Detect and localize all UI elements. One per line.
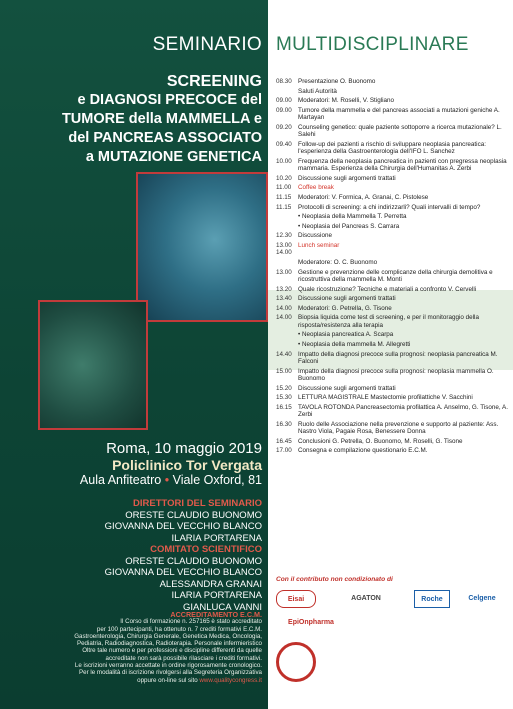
program-time: 09.00 <box>276 106 292 114</box>
program-item: Gestione e prevenzione delle complicanze della chirurgia demolitiva e ricostruttiva della mammella M. Monti <box>298 268 493 283</box>
comitato-name: ORESTE CLAUDIO BUONOMO <box>125 555 262 567</box>
program-time: 11.15 <box>276 203 292 211</box>
sponsor-logos <box>276 588 508 636</box>
comitato-name: ILARIA PORTARENA <box>171 590 262 601</box>
program-row <box>276 286 508 293</box>
comitato-name: GIANLUCA VANNI <box>182 601 262 613</box>
program-time: 14.00 <box>276 304 292 312</box>
quality-congress-logo <box>276 642 316 682</box>
direttore-name: ILARIA PORTARENA <box>171 532 262 544</box>
program-row <box>276 351 508 366</box>
program-time: 12.30 <box>276 232 292 240</box>
direttore-name: GIOVANNA DEL VECCHIO BLANCO <box>104 521 262 532</box>
program-row <box>276 88 508 95</box>
epionpharma-logo: EpiOnpharma <box>288 618 334 626</box>
accreditation-block <box>10 611 262 684</box>
program-row <box>276 394 508 401</box>
pancreas-illustration <box>38 300 148 430</box>
direttore-name: ORESTE CLAUDIO BUONOMO <box>125 509 262 521</box>
event-date: Roma, 10 maggio 2019 <box>106 440 262 457</box>
program-time: 17.00 <box>276 447 292 455</box>
program-time: 09.40 <box>276 140 292 148</box>
address: Viale Oxford, 81 <box>172 473 262 487</box>
breast-illustration <box>136 172 268 322</box>
direttori-heading: DIRETTORI DEL SEMINARIO <box>133 498 262 509</box>
program-item: Impatto della diagnosi precoce sulla prognosi: neoplasia mammella O. Buonomo <box>298 367 494 382</box>
program-time: 14.00 <box>276 314 292 322</box>
program-time: 08.30 <box>276 78 292 85</box>
program-item: Discussione <box>298 232 332 240</box>
program-item: • Neoplasia della Mammella T. Perretta <box>298 213 407 221</box>
main-title-line: e DIAGNOSI PRECOCE del <box>77 92 262 108</box>
accreditation-line: Oltre tale numero e per professioni e discipline differenti da quelle <box>82 647 262 655</box>
program-item: Impatto della diagnosi precoce sulla prognosi: neoplasia pancreatica M. Falconi <box>298 350 498 365</box>
room-name: Aula Anfiteatro <box>79 473 162 487</box>
program-time: 10.00 <box>276 157 292 165</box>
program-item: Tumore della mammella e del pancreas associati a mutazioni geniche A. Martayan <box>298 106 500 122</box>
program-time: 11.15 <box>276 193 292 201</box>
accreditation-line: accreditate non sarà possibile rilasciare i crediti formativi. <box>105 654 262 662</box>
program-time <box>276 213 298 220</box>
accreditation-line: Per le modalità di iscrizione rivolgersi alla Segreteria Organizzativa <box>79 669 262 677</box>
program-row <box>276 404 508 419</box>
program-time: 15.20 <box>276 384 292 392</box>
program-item: Moderatori: G. Petrella, G. Tisone <box>298 304 392 312</box>
program-row <box>276 223 508 230</box>
program-time <box>276 88 298 95</box>
program-row <box>276 242 508 257</box>
program-time: 13.00 <box>276 268 292 276</box>
program-time: 16.45 <box>276 437 292 445</box>
program-item: Quale ricostruzione? Tecniche e materiali a confronto V. Cervelli <box>298 285 477 293</box>
accreditation-line: Gastroenterologia, Chirurgia Generale, Genetica Medica, Oncologia, <box>74 632 262 640</box>
accreditation-line-text: oppure on-line sul sito <box>137 676 198 684</box>
organizer-block <box>276 639 508 682</box>
program-row <box>276 295 508 302</box>
program-row <box>276 184 508 191</box>
venue <box>30 440 262 487</box>
event-place: Policlinico Tor Vergata <box>112 457 262 473</box>
program-time: 15.30 <box>276 394 292 402</box>
comitato-name: ALESSANDRA GRANAI <box>159 578 262 590</box>
program-time: 09.20 <box>276 123 292 131</box>
accreditation-line: Il Corso di formazione n. 257165 è stato accreditato <box>120 618 262 626</box>
program-time: 09.00 <box>276 97 292 105</box>
program-row <box>276 175 508 182</box>
program-item: Protocolli di screening: a chi indirizzarli? Quali intervalli di tempo? <box>298 203 481 211</box>
program-item: • Neoplasia pancreatica A. Scarpa <box>298 331 394 339</box>
program-row <box>276 421 508 436</box>
program-row <box>276 368 508 383</box>
program-item: Moderatori: M. Roselli, V. Stigliano <box>298 97 395 105</box>
agaton-logo: AGATON <box>351 594 381 602</box>
program-item: Presentazione O. Buonomo <box>298 78 376 85</box>
program-item: Frequenza della neoplasia pancreatica in pazienti con pregressa neoplasia mammaria. Esperienza della Chirurgia dell'Humanitas A. Zerbi <box>298 157 507 173</box>
program-item: Coffee break <box>298 184 334 192</box>
program-row <box>276 305 508 312</box>
organizer-body <box>276 639 508 682</box>
program-time: 13.40 <box>276 295 292 303</box>
program-row <box>276 213 508 220</box>
program-time: 15.00 <box>276 367 292 375</box>
program-row <box>276 158 508 173</box>
header-right: MULTIDISCIPLINARE <box>276 34 469 55</box>
program-item: Discussione sugli argomenti trattati <box>298 174 396 182</box>
program-time <box>276 259 298 266</box>
program-item: Consegna e compilazione questionario E.C.M. <box>298 447 428 455</box>
program-item: • Neoplasia della mammella M. Allegretti <box>298 340 411 348</box>
program-row <box>276 78 508 85</box>
program-item: Moderatori: V. Formica, A. Granai, C. Pistolese <box>298 193 429 201</box>
program-row <box>276 124 508 139</box>
program-item: Moderatore: O. C. Buonomo <box>298 258 378 266</box>
comitato-name: GIOVANNA DEL VECCHIO BLANCO <box>104 567 262 578</box>
main-title-line: del PANCREAS ASSOCIATO <box>68 130 262 146</box>
accreditation-line: per 100 partecipanti, ha ottenuto n. 7 crediti formativi E.C.M. <box>96 625 262 633</box>
contribution-label: Con il contributo non condizionato di <box>276 576 393 583</box>
roche-logo: Roche <box>414 590 450 608</box>
program-item: Saluti Autorità <box>298 87 337 95</box>
program-row <box>276 314 508 329</box>
program-row <box>276 438 508 445</box>
program-item: Ruolo delle Associazione nella prevenzione e supporto al paziente: Ass. Nastro Viola, Pagaie Rosa, Benessere Donna <box>298 420 499 436</box>
program-time: 16.30 <box>276 420 292 428</box>
program-row <box>276 232 508 239</box>
program-row <box>276 141 508 156</box>
program-item: Biopsia liquida come test di screening, e per il monitoraggio della risposta/resistenza alla terapia <box>298 314 479 329</box>
comitato-heading: COMITATO SCIENTIFICO <box>150 544 262 555</box>
program-item: Follow-up dei pazienti a rischio di sviluppare neoplasia pancreatica: l'esperienza della Gastroenterologia dell'IFO L. Sanchez <box>298 140 486 156</box>
eisai-logo: Eisai <box>276 590 316 608</box>
program-item: Conclusioni G. Petrella, O. Buonomo, M. Roselli, G. Tisone <box>298 437 463 445</box>
program-time: 13.20 <box>276 285 292 293</box>
program-row <box>276 97 508 104</box>
program-row <box>276 331 508 338</box>
program-row <box>276 447 508 454</box>
program-time: 11.00 <box>276 184 292 192</box>
program-time <box>276 341 298 348</box>
accreditation-line: Pediatria, Radiodiagnostica, Radioterapia. Personale infermieristico <box>76 640 262 648</box>
program-time <box>276 331 298 338</box>
accreditation-line <box>10 677 262 684</box>
program-item: • Neoplasia del Pancreas S. Carrara <box>298 222 400 230</box>
program-time: 14.40 <box>276 350 292 358</box>
celgene-logo: Celgene <box>468 594 496 602</box>
program-row <box>276 107 508 122</box>
header-left: SEMINARIO <box>152 34 262 55</box>
program-row <box>276 341 508 348</box>
main-title-line: SCREENING <box>166 73 262 90</box>
main-title-line: TUMORE della MAMMELLA e <box>61 111 262 127</box>
program-item: Counseling genetico: quale paziente sottoporre a ricerca mutazionale? L. Salehi <box>298 123 502 139</box>
main-title-line: a MUTAZIONE GENETICA <box>85 149 262 165</box>
program-time: 16.15 <box>276 403 292 411</box>
program-item: LETTURA MAGISTRALE Mastectomie profilattiche V. Sacchini <box>298 394 473 402</box>
website-link[interactable]: www.qualitycongress.it <box>199 676 262 684</box>
committee-block <box>10 498 262 613</box>
main-title <box>30 72 262 167</box>
accreditation-heading: ACCREDITAMENTO E.C.M. <box>170 610 262 619</box>
program-item: Lunch seminar <box>298 241 340 249</box>
program-row <box>276 204 508 211</box>
program-time: 10.20 <box>276 174 292 182</box>
program-item: Discussione sugli argomenti trattati <box>298 384 396 392</box>
accreditation-line: Le iscrizioni verranno accettate in ordine rigorosamente cronologico. <box>74 662 262 670</box>
program-list <box>276 78 508 457</box>
program-item: Discussione sugli argomenti trattati <box>298 295 396 303</box>
program-time <box>276 223 298 230</box>
program-item: TAVOLA ROTONDA Pancreasectomia profilattica A. Anselmo, G. Tisone, A. Zerbi <box>298 403 508 419</box>
program-row <box>276 194 508 201</box>
event-room: Aula Anfiteatro • Viale Oxford, 81 <box>79 473 262 487</box>
program-row <box>276 269 508 284</box>
program-row <box>276 259 508 266</box>
program-time: 13.00 14.00 <box>276 241 292 257</box>
program-row <box>276 385 508 392</box>
